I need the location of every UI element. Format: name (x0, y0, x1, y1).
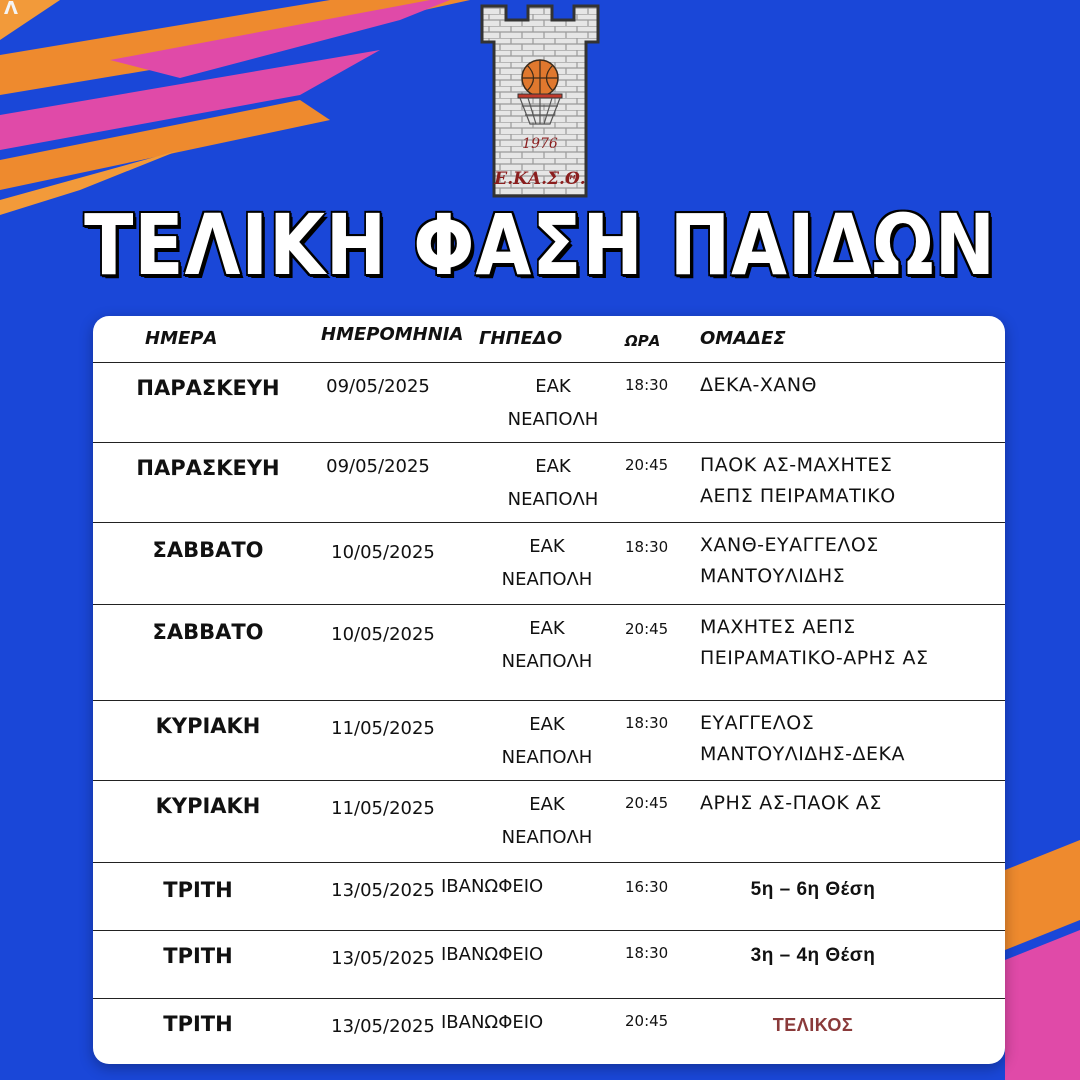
logo-year: 1976 (522, 136, 558, 152)
row-time: 16:30 (625, 878, 669, 896)
row-teams (700, 612, 929, 674)
row-teams (700, 788, 882, 819)
teams-line-1: ΠΑΟΚ ΑΣ-ΜΑΧΗΤΕΣ (700, 454, 893, 476)
header-time: ΩΡΑ (625, 332, 661, 350)
table-row (93, 1000, 1005, 1064)
row-time: 18:30 (625, 376, 669, 394)
page-title: ΤΕΛΙΚΗ ΦΑΣΗ ΠΑΙΔΩΝ (84, 196, 996, 294)
venue-line-1: ΕΑΚ (529, 794, 565, 815)
table-row (93, 932, 1005, 999)
teams-line-1: ΑΡΗΣ ΑΣ-ΠΑΟΚ ΑΣ (700, 792, 882, 814)
teams-line-1: ΧΑΝΘ-ΕΥΑΓΓΕΛΟΣ (700, 534, 879, 556)
row-venue: ΙΒΑΝΩΦΕΙΟ (441, 944, 544, 965)
teams-line-1: ΕΥΑΓΓΕΛΟΣ (700, 712, 815, 734)
venue-line-2: ΝΕΑΠΟΛΗ (507, 409, 599, 430)
row-date: 13/05/2025 (331, 1016, 435, 1037)
row-day: ΤΡΙΤΗ (163, 944, 233, 968)
teams-line-2: ΠΕΙΡΑΜΑΤΙΚΟ-ΑΡΗΣ ΑΣ (700, 647, 929, 669)
row-venue (467, 530, 627, 596)
venue-line-1: ΕΑΚ (529, 714, 565, 735)
row-time: 20:45 (625, 456, 669, 474)
table-row (93, 606, 1005, 701)
teams-line-2: ΑΕΠΣ ΠΕΙΡΑΜΑΤΙΚΟ (700, 485, 896, 507)
header-venue: ΓΗΠΕΔΟ (479, 328, 563, 349)
venue-line-2: ΝΕΑΠΟΛΗ (501, 569, 593, 590)
venue-line-2: ΝΕΑΠΟΛΗ (501, 651, 593, 672)
header-day: ΗΜΕΡΑ (145, 328, 218, 349)
venue-line-1: ΕΑΚ (535, 376, 571, 397)
row-venue (467, 708, 627, 774)
schedule-table (93, 316, 1005, 1064)
teams-line-2: ΜΑΝΤΟΥΛΙΔΗΣ-ΔΕΚΑ (700, 743, 905, 765)
table-row (93, 444, 1005, 523)
row-teams (700, 370, 817, 401)
venue-line-2: ΝΕΑΠΟΛΗ (501, 747, 593, 768)
teams-line-1: ΔΕΚΑ-ΧΑΝΘ (700, 374, 817, 396)
row-date: 11/05/2025 (331, 718, 435, 739)
row-date: 10/05/2025 (331, 542, 435, 563)
row-teams: 5η – 6η Θέση (750, 879, 876, 900)
row-date: 11/05/2025 (331, 798, 435, 819)
table-row (93, 364, 1005, 443)
table-row (93, 864, 1005, 931)
row-time: 18:30 (625, 538, 669, 556)
row-day: ΤΡΙΤΗ (163, 878, 233, 902)
row-teams-final: ΤΕΛΙΚΟΣ (772, 1015, 854, 1035)
venue-line-1: ΕΑΚ (535, 456, 571, 477)
row-time: 20:45 (625, 620, 669, 638)
row-time: 20:45 (625, 794, 669, 812)
row-venue (467, 788, 627, 854)
row-time: 18:30 (625, 944, 669, 962)
table-row (93, 702, 1005, 781)
row-day: ΤΡΙΤΗ (163, 1012, 233, 1036)
row-venue (467, 612, 627, 678)
venue-line-2: ΝΕΑΠΟΛΗ (501, 827, 593, 848)
row-day: ΣΑΒΒΑΤΟ (152, 620, 264, 644)
row-day: ΚΥΡΙΑΚΗ (155, 714, 261, 738)
venue-line-1: ΕΑΚ (529, 618, 565, 639)
row-venue: ΙΒΑΝΩΦΕΙΟ (441, 876, 544, 897)
row-venue (473, 370, 633, 436)
header-teams: ΟΜΑΔΕΣ (700, 328, 786, 349)
ekasth-logo (478, 2, 602, 198)
row-day: ΠΑΡΑΣΚΕΥΗ (136, 376, 280, 400)
table-row (93, 782, 1005, 863)
teams-line-1: ΜΑΧΗΤΕΣ ΑΕΠΣ (700, 616, 856, 638)
row-time: 18:30 (625, 714, 669, 732)
header-date: ΗΜΕΡΟΜΗΝΙΑ (321, 324, 464, 345)
venue-line-1: ΕΑΚ (529, 536, 565, 557)
row-day: ΠΑΡΑΣΚΕΥΗ (136, 456, 280, 480)
row-day: ΣΑΒΒΑΤΟ (152, 538, 264, 562)
logo-name: Ε.ΚΑ.Σ.Θ. (494, 169, 586, 189)
row-date: 09/05/2025 (326, 456, 430, 477)
table-header (93, 316, 1005, 363)
row-teams (700, 530, 879, 592)
table-row (93, 524, 1005, 605)
row-date: 13/05/2025 (331, 948, 435, 969)
teams-line-2: ΜΑΝΤΟΥΛΙΔΗΣ (700, 565, 846, 587)
row-date: 13/05/2025 (331, 880, 435, 901)
row-date: 09/05/2025 (326, 376, 430, 397)
row-day: ΚΥΡΙΑΚΗ (155, 794, 261, 818)
row-venue: ΙΒΑΝΩΦΕΙΟ (441, 1012, 544, 1033)
row-teams: 3η – 4η Θέση (750, 945, 876, 966)
row-venue (473, 450, 633, 516)
svg-text:Λ: Λ (4, 0, 18, 19)
row-teams (700, 708, 905, 770)
row-teams (700, 450, 896, 512)
venue-line-2: ΝΕΑΠΟΛΗ (507, 489, 599, 510)
row-date: 10/05/2025 (331, 624, 435, 645)
row-time: 20:45 (625, 1012, 669, 1030)
